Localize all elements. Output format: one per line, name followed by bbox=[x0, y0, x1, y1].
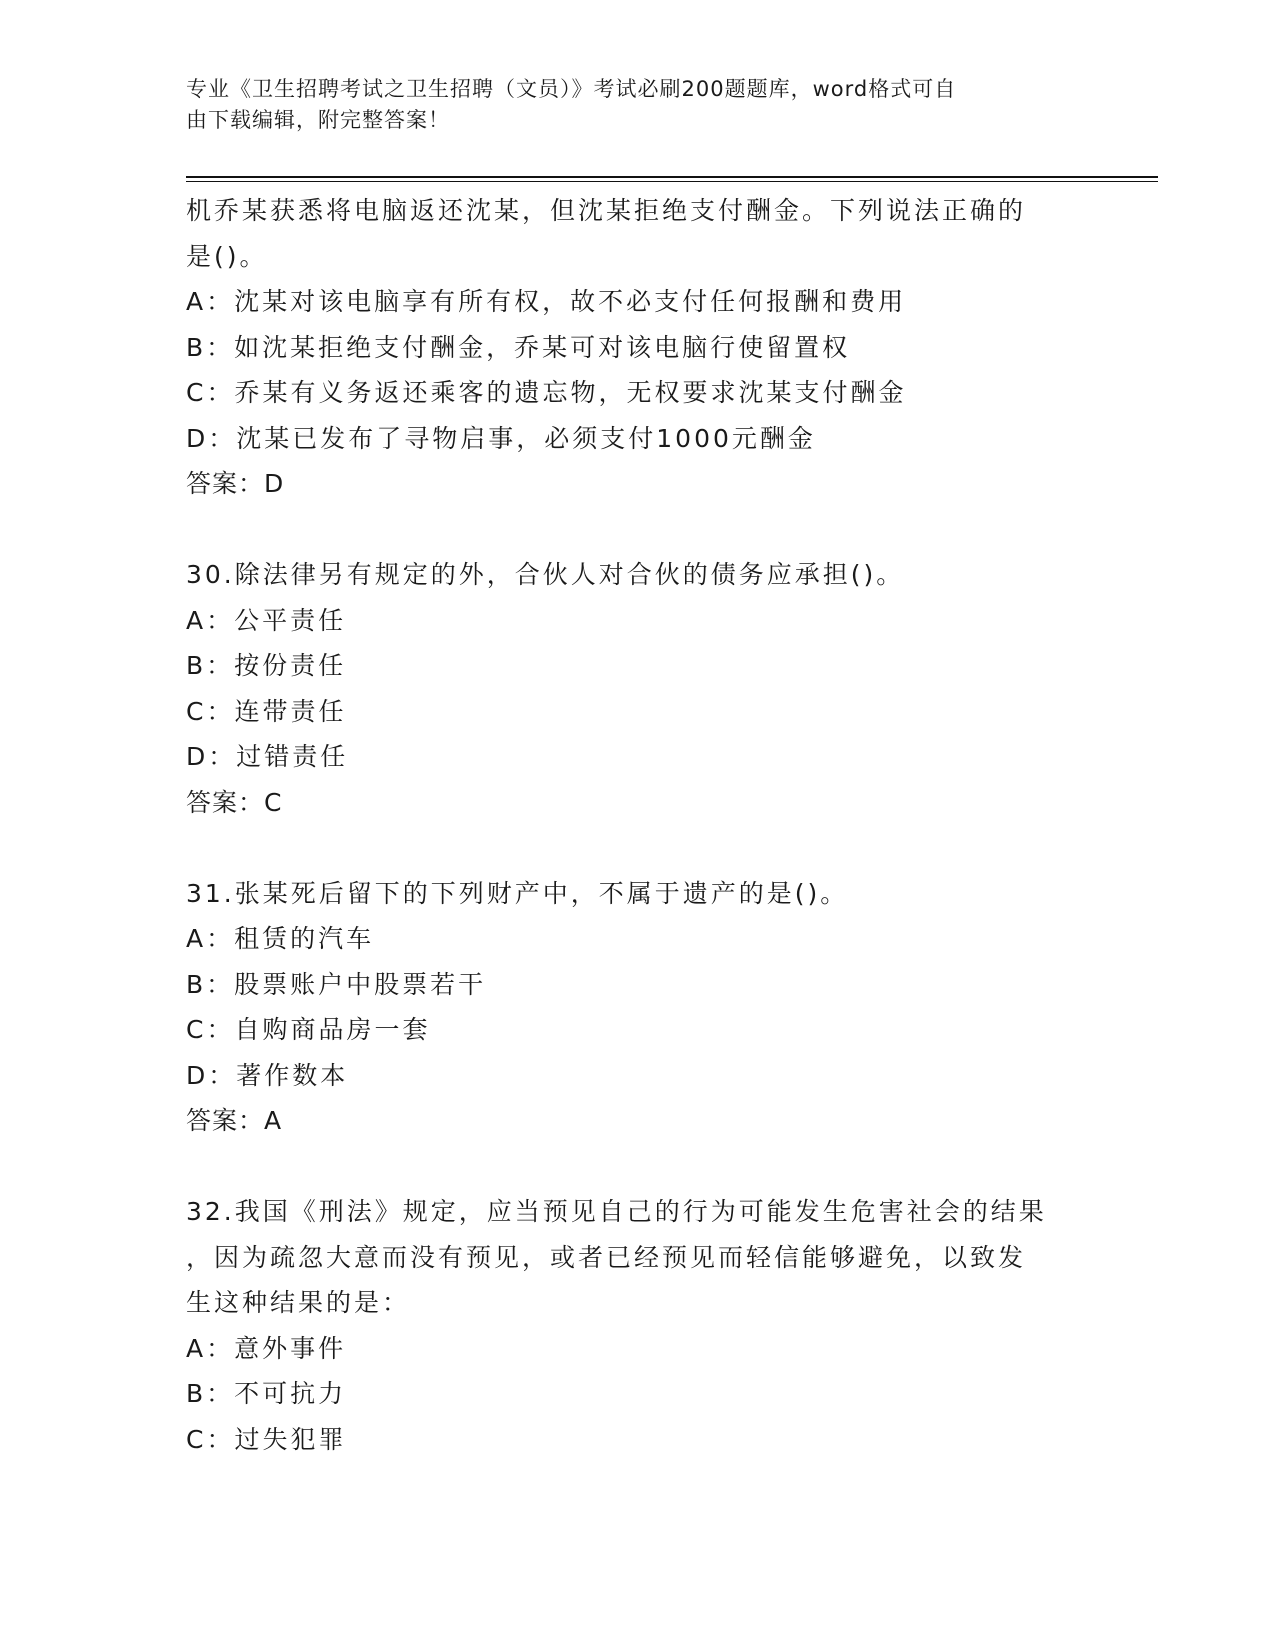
spacer bbox=[186, 1144, 1086, 1190]
header-line-1: 专业《卫生招聘考试之卫生招聘（文员）》考试必刷200题题库，word格式可自 bbox=[186, 77, 957, 101]
question-stem: 是()。 bbox=[186, 241, 268, 271]
question-list bbox=[186, 188, 1086, 1462]
question-stem: 31.张某死后留下的下列财产中，不属于遗产的是()。 bbox=[186, 878, 849, 908]
header-divider-thick bbox=[186, 176, 1158, 178]
answer-line: 答案：D bbox=[186, 469, 285, 498]
option-c: C：连带责任 bbox=[186, 696, 347, 726]
answer-line: 答案：A bbox=[186, 1106, 283, 1135]
question-stem: 机乔某获悉将电脑返还沈某，但沈某拒绝支付酬金。下列说法正确的 bbox=[186, 196, 1027, 225]
option-c: C：乔某有义务返还乘客的遗忘物，无权要求沈某支付酬金 bbox=[186, 378, 907, 407]
spacer bbox=[186, 507, 1086, 553]
option-c: C：自购商品房一套 bbox=[186, 1015, 431, 1044]
option-d: D：过错责任 bbox=[186, 742, 349, 771]
header-line-2: 由下载编辑，附完整答案！ bbox=[186, 108, 450, 132]
option-b: B：按份责任 bbox=[186, 651, 347, 680]
header-divider-thin bbox=[186, 181, 1158, 182]
document-header bbox=[186, 74, 1066, 136]
option-a: A：沈某对该电脑享有所有权，故不必支付任何报酬和费用 bbox=[186, 287, 907, 316]
option-a: A：公平责任 bbox=[186, 605, 347, 635]
question-stem: 生这种结果的是： bbox=[186, 1288, 411, 1317]
option-c: C：过失犯罪 bbox=[186, 1424, 347, 1454]
option-b: B：如沈某拒绝支付酬金，乔某可对该电脑行使留置权 bbox=[186, 332, 851, 362]
option-d: D：著作数本 bbox=[186, 1060, 349, 1090]
option-d: D：沈某已发布了寻物启事，必须支付1000元酬金 bbox=[186, 423, 816, 453]
question-32 bbox=[186, 1189, 1086, 1462]
option-a: A：意外事件 bbox=[186, 1333, 347, 1363]
question-stem: 32.我国《刑法》规定，应当预见自己的行为可能发生危害社会的结果 bbox=[186, 1197, 1047, 1226]
option-a: A：租赁的汽车 bbox=[186, 924, 375, 953]
spacer bbox=[186, 825, 1086, 871]
option-b: B：不可抗力 bbox=[186, 1379, 347, 1408]
question-stem: ，因为疏忽大意而没有预见，或者已经预见而轻信能够避免，以致发 bbox=[186, 1242, 1027, 1272]
answer-line: 答案：C bbox=[186, 787, 283, 817]
option-b: B：股票账户中股票若干 bbox=[186, 969, 487, 999]
question-stem: 30.除法律另有规定的外，合伙人对合伙的债务应承担()。 bbox=[186, 560, 905, 589]
question-31 bbox=[186, 871, 1086, 1144]
question-29 bbox=[186, 188, 1086, 507]
question-30 bbox=[186, 552, 1086, 825]
